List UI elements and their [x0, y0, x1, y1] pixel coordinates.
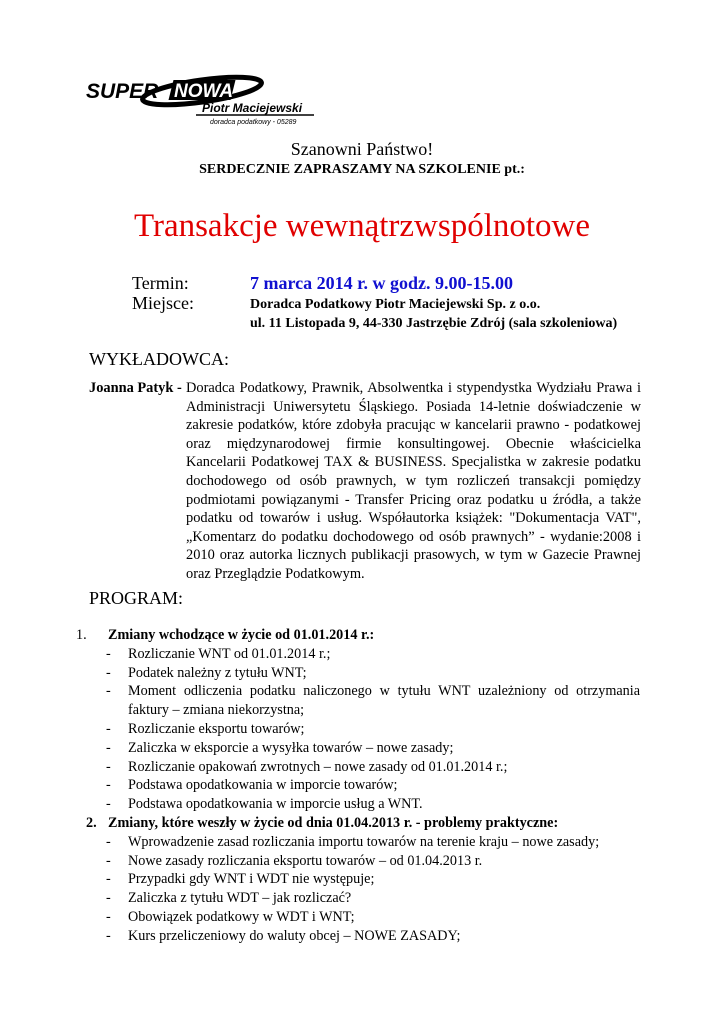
dash-bullet: -: [106, 739, 111, 756]
list-item: - Rozliczanie WNT od 01.01.2014 r.;: [106, 645, 331, 662]
lecturer-block: [89, 379, 641, 584]
logo-name: Piotr Maciejewski: [202, 101, 303, 115]
dash-bullet: -: [106, 796, 111, 813]
program-section-2: [0, 814, 724, 833]
dash-bullet: -: [106, 720, 111, 737]
place-line-1: Doradca Podatkowy Piotr Maciejewski Sp. z o.o.: [250, 297, 541, 312]
list-item: - Kurs przeliczeniowy do waluty obcej – NOWE ZASADY;: [106, 927, 461, 944]
dash-bullet: -: [106, 890, 111, 907]
place-label: Miejsce:: [132, 293, 194, 313]
list-item: - Wprowadzenie zasad rozliczania importu towarów na terenie kraju – nowe zasady;: [106, 833, 600, 850]
list-item: - Rozliczanie eksportu towarów;: [106, 720, 305, 737]
section-number: 2.: [86, 814, 97, 831]
list-item: - Moment odliczenia podatku naliczonego w tytułu WNT uzależniony od otrzymania faktury – zmiana niekorzystna;: [106, 683, 640, 719]
list-item: - Przypadki gdy WNT i WDT nie występuje;: [106, 871, 375, 888]
section-title: Zmiany, które weszły w życie od dnia 01.04.2013 r. - problemy praktyczne:: [108, 814, 559, 831]
term-label: Termin:: [132, 273, 189, 293]
invitation-line: SERDECZNIE ZAPRASZAMY NA SZKOLENIE pt.:: [199, 162, 525, 177]
dash-bullet: -: [106, 833, 111, 850]
list-item: - Zaliczka w eksporcie a wysyłka towarów – nowe zasady;: [106, 739, 454, 756]
list-item: - Obowiązek podatkowy w WDT i WNT;: [106, 908, 355, 925]
dash-bullet: -: [106, 683, 111, 700]
dash-bullet: -: [106, 645, 111, 662]
dash-bullet: -: [106, 852, 111, 869]
term-value: 7 marca 2014 r. w godz. 9.00-15.00: [250, 273, 513, 293]
lecturer-name: Joanna Patyk -: [89, 380, 186, 396]
dash-bullet: -: [106, 908, 111, 925]
logo-brand-left: SUPER: [86, 80, 159, 103]
dash-bullet: -: [106, 758, 111, 775]
list-item: - Podstawa opodatkowania w imporcie usług a WNT.: [106, 796, 423, 813]
company-logo: [84, 70, 324, 130]
list-item: - Rozliczanie opakowań zwrotnych – nowe zasady od 01.01.2014 r.;: [106, 758, 508, 775]
training-title: Transakcje wewnątrzwspólnotowe: [133, 208, 591, 244]
program-section-1: [0, 626, 724, 645]
greeting: Szanowni Państwo!: [290, 139, 434, 159]
dash-bullet: -: [106, 664, 111, 681]
program-list: [0, 626, 724, 946]
dash-bullet: -: [106, 927, 111, 944]
section-title: Zmiany wchodzące w życie od 01.01.2014 r.:: [108, 627, 375, 643]
dash-bullet: -: [106, 871, 111, 888]
program-heading: PROGRAM:: [89, 588, 184, 608]
section-number: 1.: [76, 627, 87, 643]
lecturer-heading: WYKŁADOWCA:: [89, 349, 229, 369]
lecturer-bio: Doradca Podatkowy, Prawnik, Absolwentka i stypendystka Wydziału Prawa i Administracji Uniwersytetu Śląskiego. Posiada 14-letnie doświadczenie w zakresie podatków, które zdobyła pracując w kancelarii prawno - podatkowej oraz międzynarodowej firmie konsultingowej. Obecnie właścicielka Kancelarii Podatkowej TAX & BUSINESS. Specjalistka w zakresie podatku dochodowego od osób prawnych, w tym rozliczeń transakcji pomiędzy podmiotami powiązanymi - Transfer Pricing oraz podatku u źródła, a także podatku od towarów i usług. Współautorka książek: "Dokumentacja VAT", „Komentarz do podatku dochodowego od osób prawnych” - wydanie:2008 i 2010 oraz autorka licznych publikacji prasowych, w tym w Gazecie Prawnej oraz Przeglądzie Podatkowym.: [186, 380, 641, 582]
list-item: - Podstawa opodatkowania w imporcie towarów;: [106, 777, 398, 794]
dash-bullet: -: [106, 777, 111, 794]
list-item: - Podatek należny z tytułu WNT;: [106, 664, 307, 681]
logo-graphic: [84, 70, 324, 130]
logo-subtitle: doradca podatkowy - 05289: [210, 119, 297, 126]
logo-brand-right: NOWA: [174, 81, 234, 102]
place-line-2: ul. 11 Listopada 9, 44-330 Jastrzębie Zdrój (sala szkoleniowa): [250, 316, 618, 331]
list-item: - Nowe zasady rozliczania eksportu towarów – od 01.04.2013 r.: [106, 852, 483, 869]
list-item: - Zaliczka z tytułu WDT – jak rozliczać?: [106, 890, 352, 907]
